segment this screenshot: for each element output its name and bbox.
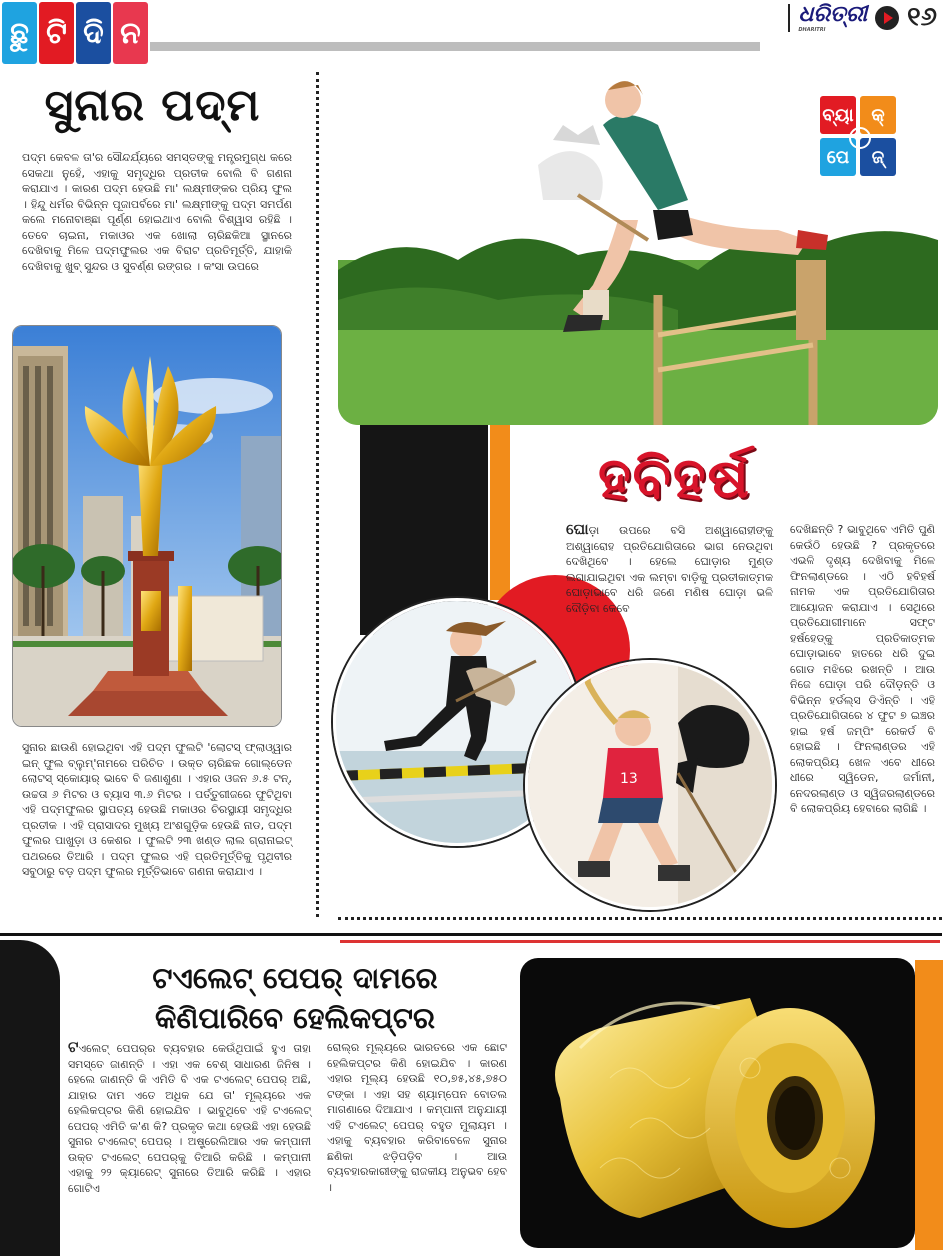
toilet-paper-headline: [95, 958, 495, 1038]
section-title-tiles: [2, 2, 148, 64]
toilet-paper-lead: ଟ: [68, 1038, 79, 1056]
bib-number: 13: [620, 771, 638, 787]
paper-tagline: DHARITRI: [798, 27, 826, 33]
gold-toilet-paper-photo: [520, 958, 915, 1248]
play-icon: [875, 6, 899, 30]
golden-lotus-photo: [12, 325, 282, 727]
tp-black-band: [0, 940, 60, 1256]
hobby-horse-photo-3: [525, 660, 775, 910]
toilet-paper-headline-line1: ଟଏଲେଟ୍ ପେପର୍ ଦାମରେ: [152, 961, 438, 995]
backpage-tile-4: ଜ୍: [860, 138, 896, 176]
section-tile-3: ଦି: [76, 2, 111, 64]
paper-name: ଧରିତ୍ରୀ: [798, 2, 868, 27]
backpage-tile-2: କ୍: [860, 96, 896, 134]
section-tile-2: ଟି: [39, 2, 74, 64]
lotus-body-part1: ପଦ୍ମ କେବଳ ତା'ର ସୌନ୍ଦର୍ଯ୍ୟରେ ସମସ୍ତଙ୍କୁ ମନ୍ତ୍ରମୁଗ୍ଧ କରେ ସେକଥା ନୁହେଁ, ଏହାକୁ ସମୃଦ୍ଧିର ପ୍ରତୀକ ବୋଲି ବି ଗଣନା କରାଯାଏ । କାରଣ ପଦ୍ମ ହେଉଛି ମା' ଲକ୍ଷ୍ମୀଙ୍କର ପ୍ରିୟ ଫୁଲ । ହିନ୍ଦୁ ଧର୍ମର ବିଭିନ୍ନ ପୂଜାପର୍ବରେ ମା' ଲକ୍ଷ୍ମୀଙ୍କୁ ପଦ୍ମ ସମର୍ପଣ କଲେ ମନୋବାଞ୍ଛା ପୂର୍ଣ୍ଣ ହୋଇଥାଏ ବୋଲି ବିଶ୍ୱାସ ରହିଛି । ତେବେ ଚାଇନା, ମକାଓର ଏକ ଖୋଲା ଚାରିଛକିଆ ସ୍ଥାନରେ ଦେଖିବାକୁ ମିଳେ ପଦ୍ମଫୁଲର ଏକ ବିରାଟ ପ୍ରତିମୂର୍ତ୍ତି, ଯାହାକି ଦେଖିବାକୁ ଖୁବ୍ ସୁନ୍ଦର ଓ ସୁବର୍ଣ୍ଣ ରଙ୍ଗର । କଂସା ଉପରେ: [22, 151, 292, 273]
page-number: ୧୬: [907, 2, 937, 32]
lotus-headline: ସୁନାର ପଦ୍ମ: [44, 80, 261, 131]
hh-orange-band: [490, 425, 510, 600]
toilet-paper-col2: ରୋଲ୍‌ର ମୂଲ୍ୟରେ ଭାରତରେ ଏକ ଛୋଟ ହେଲିକପ୍ଟର କିଣି ହୋଇଯିବ । କାରଣ ଏହାର ମୂଲ୍ୟ ହେଉଛି ୧୦,୭୫,୪୫,୭୫୦ ଟଙ୍କା । ଏହା ସହ ଶ୍ୟାମ୍ପେନ ବୋତଲ ମାଗଣାରେ ଦିଆଯାଏ । କମ୍ପାନୀ ଅନୁଯାୟୀ ଏହି ଟଏଲେଟ୍ ପେପର୍ ବହୁତ ମୁଲାୟମ । ଏହାକୁ ବ୍ୟବହାର କରିବାବେଳେ ସୁନାର ଛଣିକା ଝଡ଼ିପଡ଼ିବ । ଆଉ ବ୍ୟବହାରକାରୀଙ୍କୁ ରାଜକୀୟ ଅନୁଭବ ହେବ ।: [327, 1041, 507, 1194]
backpage-badge: [820, 96, 900, 182]
toilet-paper-headline-line2: କିଣିପାରିବେ ହେଲିକପ୍ଟର: [155, 1001, 435, 1035]
toilet-paper-col1: [68, 1040, 311, 1196]
tp-orange-band: [915, 960, 943, 1250]
backpage-tile-3: ପେ: [820, 138, 856, 176]
section-tile-1: ଛୁ: [2, 2, 37, 64]
section-tile-4: ନ: [113, 2, 148, 64]
hobby-horse-col1: [566, 522, 773, 616]
header-rule: [150, 42, 760, 51]
header-separator: [788, 4, 790, 32]
column-divider: [316, 72, 319, 917]
masthead: [0, 0, 945, 70]
section-divider: [338, 917, 942, 920]
lotus-body-part2: ସୁନାର ଛାଉଣି ହୋଇଥିବା ଏହି ପଦ୍ମ ଫୁଲଟି 'ଲୋଟସ୍ ଫ୍ଲାଓ୍ୱାର ଇନ୍ ଫୁଲ ବ୍ଲୁମ୍'ନାମରେ ପରିଚିତ । ଉକ୍ତ ଚାରିଛକ ଗୋଲ୍ଡେନ ଲୋଟସ୍ ସ୍କୋୟାର୍ ଭାବେ ବି ଜଣାଶୁଣା । ଏହାର ଓଜନ ୬.୫ ଟନ୍, ଉଚ୍ଚତା ୬ ମିଟର ଓ ବ୍ୟାସ ୩.୬ ମିଟର । ପର୍ତ୍ତୁଗୀଜରେ ଫୁଟିଥିବା ଏହି ପଦ୍ମଫୁଲର ସ୍ଥାପତ୍ୟ ହେଉଛି ମକାଓର ଚିରସ୍ଥାୟୀ ସମୃଦ୍ଧିର ପ୍ରତୀକ । ଏହି ପ୍ରାସାଦର ମୁଖ୍ୟ ଅଂଶଗୁଡ଼ିକ ହେଉଛି ନାଡ, ପଦ୍ମ ଫୁଲର ପାଖୁଡ଼ା ଓ କେଶର । ଫୁଲଟି ୨୩ ଖଣ୍ଡ ଲାଲ ଗ୍ରାନାଇଟ୍ ପଥରରେ ତିଆରି । ପଦ୍ମ ଫୁଲର ଏହି ପ୍ରତିମୂର୍ତ୍ତିକୁ ପୃଥିବୀର ସବୁଠାରୁ ବଡ଼ ପଦ୍ମ ଫୁଲର ମୂର୍ତ୍ତିଭାବେ ଗଣନା କରାଯାଏ ।: [22, 741, 292, 878]
tp-red-rule: [340, 940, 940, 943]
hobby-horse-col1-text: ଡ଼ା ଉପରେ ବସି ଅଶ୍ୱାରୋହୀଙ୍କୁ ଅଶ୍ୱାରୋହ ପ୍ରତିଯୋଗିତାରେ ଭାଗ ନେଉଥିବା ଦେଖିଥିବେ । ହେଲେ ଘୋଡ଼ାର ମୁଣ୍ଡ ଲଗାଯାଇଥିବା ଏକ ଲମ୍ବା ବାଡ଼ିକୁ ପ୍ରତୀକାତ୍ମକ ଘୋଡ଼ାଭାବେ ଧରି ଜଣେ ମଣିଷ ଘୋଡ଼ା ଭଳି ଦୌଡ଼ିବା କେବେ: [566, 524, 773, 615]
hobby-horse-col2: ଦେଖିଛନ୍ତି ? ଭାବୁଥିବେ ଏମିତି ପୁଣି କେଉଁଠି ହେଉଛି ? ପ୍ରକୃତରେ ଏଭଳି ଦୃଶ୍ୟ ଦେଖିବାକୁ ମିଳେ ଫିନଲାଣ୍ଡରେ । ଏଠି ହବିହର୍ଷ ନାମକ ଏକ ପ୍ରତିଯୋଗିତାର ଆୟୋଜନ କରାଯାଏ । ସେଥିରେ ପ୍ରତିଯୋଗୀମାନେ ସଫ୍ଟ ହର୍ଷହେଡ୍‌କୁ ପ୍ରତିକାତ୍ମକ ଘୋଡ଼ାଭାବେ ହାତରେ ଧରି ଦୁଇ ଗୋଡ ମଝିରେ ରଖନ୍ତି । ଆଉ ନିଜେ ଘୋଡ଼ା ପରି ଦୌଡ଼ନ୍ତି ଓ ବିଭିନ୍ନ ହର୍ଡଲ୍ସ ଡିଏଁନ୍ତି । ଏହି ପ୍ରତିଯୋଗିତାରେ ୪ ଫୁଟ ୭ ଇଞ୍ଚର ହାଇ ହର୍ଷ ଜମ୍ପିଂ ରେକର୍ଡ ବି ହୋଇଛି । ଫିନଲାଣ୍ଡର ଏହି ଲୋକପ୍ରିୟ ଖେଳ ଏବେ ଧୀରେ ଧୀରେ ସ୍ୱିଡେନ, ଜର୍ମାନୀ, ନେଦରଲାଣ୍ଡ ଓ ସ୍ୱିଜରଲାଣ୍ଡରେ ବି ଲୋକପ୍ରିୟ ହେବାରେ ଲାଗିଛି ।: [790, 523, 935, 815]
hobby-horse-lead: ଘୋ: [566, 520, 589, 538]
hobby-horse-headline: ହବିହର୍ଷ: [598, 446, 751, 511]
toilet-paper-col1-text: ଏଲେଟ୍ ପେପର୍‌ର ବ୍ୟବହାର କେଉଁଥିପାଇଁ ହୁଏ ତାହା ସମସ୍ତେ ଜାଣନ୍ତି । ଏହା ଏକ ବେଶ୍ ସାଧାରଣ ଜିନିଷ । ହେଲେ ଜାଣନ୍ତି କି ଏମିତି ବି ଏକ ଟଏଲେଟ୍ ପେପର୍ ଅଛି, ଯାହାର ଦାମ ଏତେ ଅଧିକ ଯେ ତା' ମୂଲ୍ୟରେ ଏକ ହେଲିକପ୍ଟର କିଣି ହୋଇଯିବ । ଭାବୁଥିବେ ଏହି ଟଏଲେଟ୍ ପେପର୍ ଏମିତି କ'ଣ କି? ପ୍ରକୃତ କଥା ହେଉଛି ଏହା ହେଉଛି ସୁନାର ଟଏଲେଟ୍ ପେପର୍ । ଅଷ୍ଟ୍ରେଲିଆର ଏକ କମ୍ପାନୀ ଉକ୍ତ ଟଏଲେଟ୍ ପେପର୍‌କୁ ତିଆରି କରିଛି । କମ୍ପାନୀ ଏହାକୁ ୨୨ କ୍ୟାରେଟ୍ ସୁନାରେ ତିଆରି କରିଛି । ଏହାର ଗୋଟିଏ: [68, 1042, 311, 1195]
paper-branding: [788, 2, 937, 33]
section-rule: [0, 933, 942, 936]
backpage-ring: [849, 127, 871, 149]
backpage-tile-1: ବ୍ୟା: [820, 96, 856, 134]
paper-logo: [798, 2, 867, 33]
